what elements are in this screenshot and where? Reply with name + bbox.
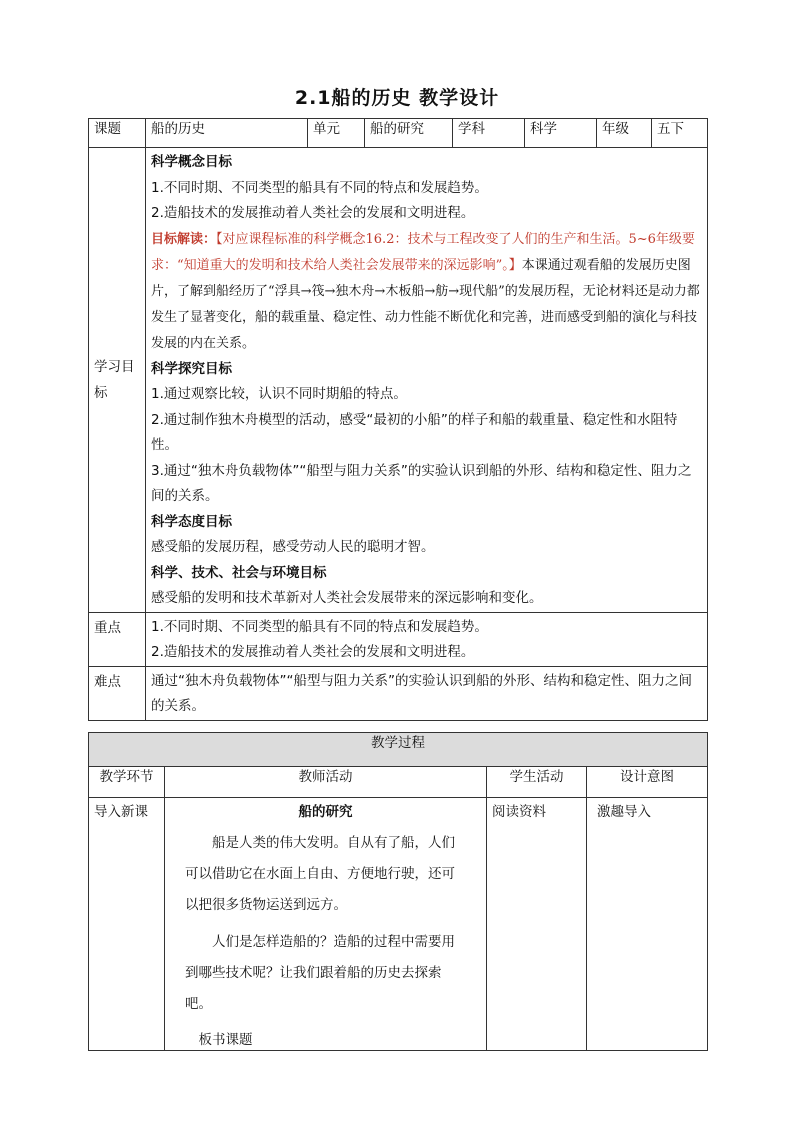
goal-interpretation bbox=[151, 227, 702, 357]
topic-value: 船的历史 bbox=[146, 119, 308, 148]
student-activity-cell: 阅读资料 bbox=[487, 798, 587, 1051]
key-point-item: 1.不同时期、不同类型的船具有不同的特点和发展趋势。 bbox=[151, 618, 488, 635]
subject-value: 科学 bbox=[525, 119, 597, 148]
process-title-row bbox=[89, 733, 708, 767]
process-column-headers bbox=[89, 767, 708, 798]
difficult-points-label: 难点 bbox=[89, 666, 146, 720]
goals-label: 学习目标 bbox=[89, 148, 146, 613]
design-intent-cell: 激趣导入 bbox=[587, 798, 708, 1051]
key-points-row bbox=[89, 612, 708, 666]
column-header-teacher: 教师活动 bbox=[165, 767, 487, 798]
key-point-item: 2.造船技术的发展推动着人类社会的发展和文明进程。 bbox=[151, 644, 475, 660]
inquiry-item: 1.通过观察比较，认识不同时期船的特点。 bbox=[151, 386, 407, 402]
interpretation-standard: 【对应课程标准的科学概念16.2：技术与工程改变了人们的生产和生活。5~6年级要求：“知道重大的发明和技术给人类社会发展带来的深远影响”。】 bbox=[151, 231, 695, 273]
teacher-paragraph: 人们是怎样造船的？造船的过程中需要用到哪些技术呢？让我们跟着船的历史去探索吧。 bbox=[185, 934, 455, 1012]
grade-label: 年级 bbox=[597, 119, 652, 148]
goals-row bbox=[89, 148, 708, 613]
inquiry-item: 2.通过制作独木舟模型的活动，感受“最初的小船”的样子和船的载重量、稳定性和水阻特性。 bbox=[151, 411, 678, 453]
inquiry-item: 3.通过“独木舟负载物体”“船型与阻力关系”的实验认识到船的外形、结构和稳定性、阻力之间的关系。 bbox=[151, 462, 692, 504]
process-row bbox=[89, 798, 708, 1051]
goals-content bbox=[146, 148, 708, 613]
lesson-info-table bbox=[88, 118, 708, 721]
teaching-process-table bbox=[88, 732, 708, 1051]
grade-value: 五下 bbox=[652, 119, 708, 148]
subject-label: 学科 bbox=[453, 119, 525, 148]
unit-value: 船的研究 bbox=[365, 119, 453, 148]
teacher-heading: 船的研究 bbox=[298, 804, 353, 820]
document-title: 2.1船的历史 教学设计 bbox=[294, 87, 500, 109]
concept-item: 1.不同时期、不同类型的船具有不同的特点和发展趋势。 bbox=[151, 179, 488, 196]
key-points-label: 重点 bbox=[89, 612, 146, 666]
stage-cell: 导入新课 bbox=[89, 798, 165, 1051]
column-header-student: 学生活动 bbox=[487, 767, 587, 798]
sts-text: 感受船的发明和技术革新对人类社会发展带来的深远影响和变化。 bbox=[151, 590, 543, 606]
concept-heading: 科学概念目标 bbox=[151, 154, 232, 170]
teacher-note: 板书课题 bbox=[198, 1032, 253, 1048]
attitude-heading: 科学态度目标 bbox=[151, 513, 232, 530]
attitude-text: 感受船的发展历程，感受劳动人民的聪明才智。 bbox=[151, 539, 435, 555]
sts-heading: 科学、技术、社会与环境目标 bbox=[151, 564, 327, 581]
column-header-intent: 设计意图 bbox=[587, 767, 708, 798]
topic-label: 课题 bbox=[89, 119, 146, 148]
key-points-content bbox=[146, 612, 708, 666]
unit-label: 单元 bbox=[308, 119, 365, 148]
difficult-points-row bbox=[89, 666, 708, 720]
interpretation-text: 本课通过观看船的发展历史图片，了解到船经历了“浮具→筏→独木舟→木板船→舫→现代船”的发展历程，无论材料还是动力都发生了显著变化，船的载重量、稳定性、动力性能不断优化和完善，进而感受到船的演化与科技发展的内在关系。 bbox=[151, 257, 700, 351]
teacher-activity-cell bbox=[165, 798, 487, 1051]
interpretation-label: 目标解读： bbox=[151, 231, 217, 247]
concept-item: 2.造船技术的发展推动着人类社会的发展和文明进程。 bbox=[151, 205, 475, 221]
column-header-stage: 教学环节 bbox=[89, 767, 165, 798]
teacher-paragraph: 船是人类的伟大发明。自从有了船，人们可以借助它在水面上自由、方便地行驶，还可以把很多货物运送到远方。 bbox=[185, 835, 455, 913]
inquiry-heading: 科学探究目标 bbox=[151, 360, 232, 377]
header-row bbox=[89, 119, 708, 148]
difficult-points-text: 通过“独木舟负载物体”“船型与阻力关系”的实验认识到船的外形、结构和稳定性、阻力之间的关系。 bbox=[146, 666, 708, 720]
process-section-title: 教学过程 bbox=[89, 733, 708, 767]
